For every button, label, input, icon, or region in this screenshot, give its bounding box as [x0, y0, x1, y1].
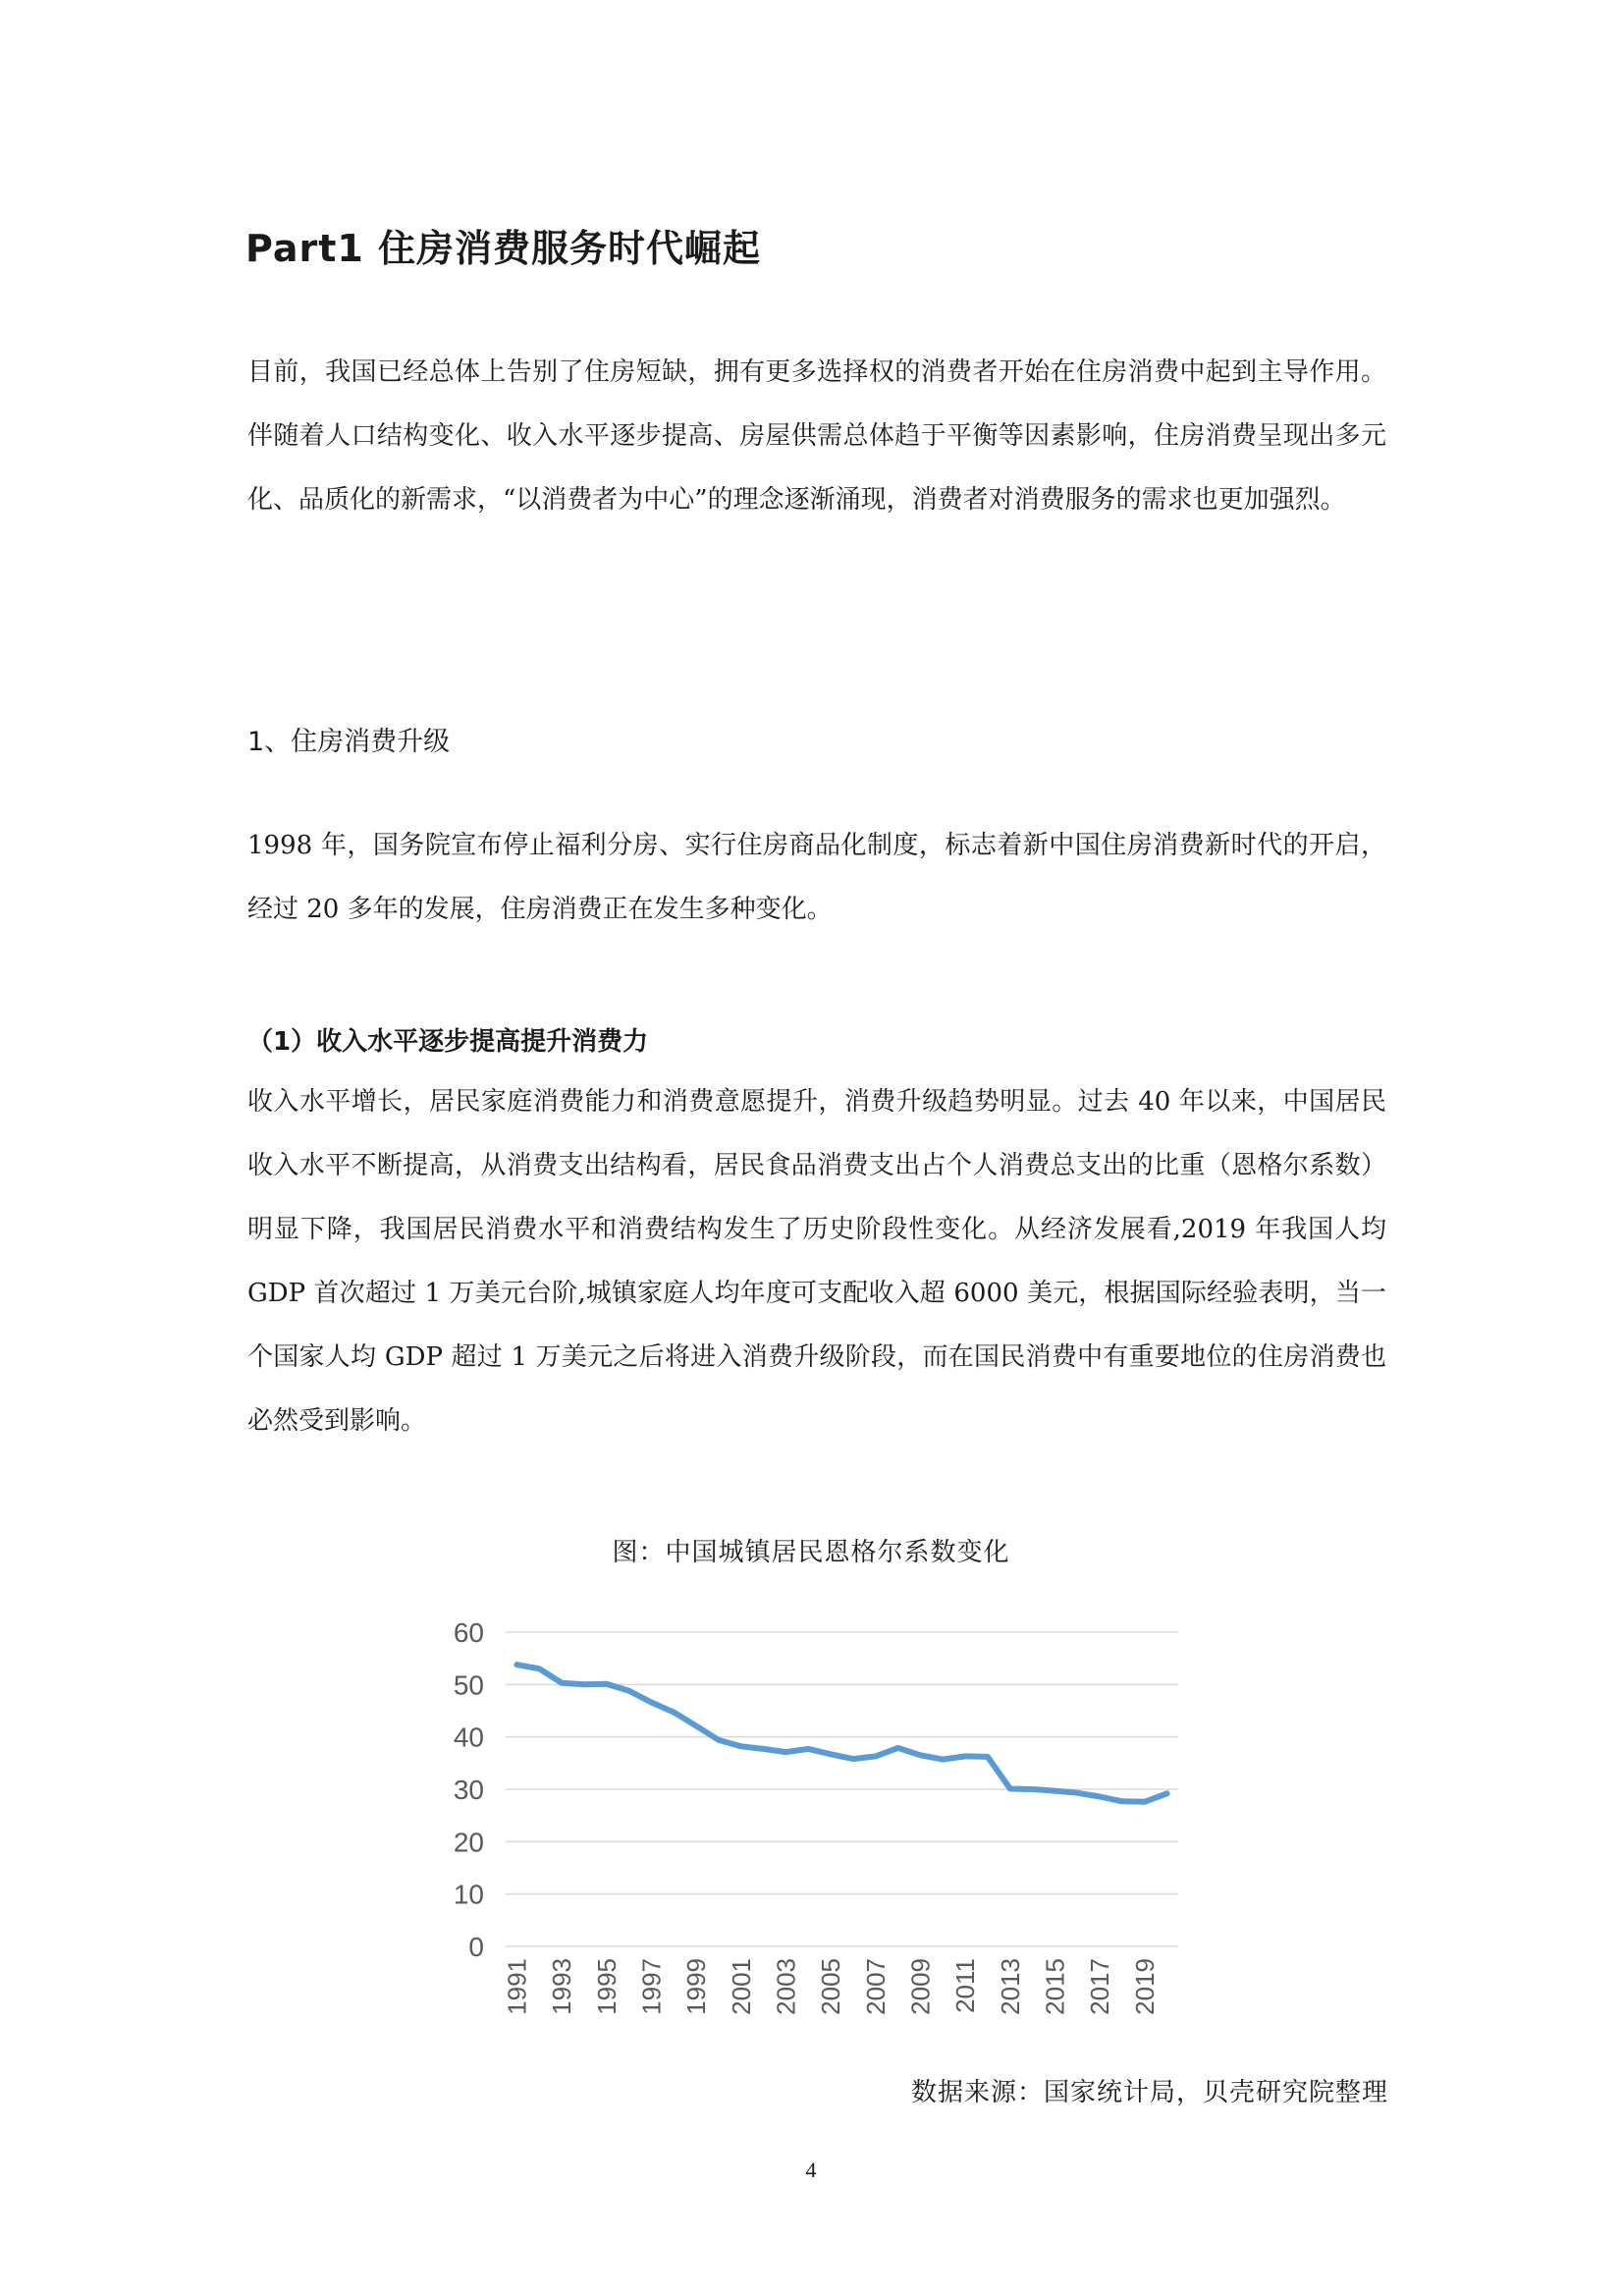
- y-tick-label: 10: [453, 1879, 484, 1910]
- x-tick-label: 2013: [995, 1958, 1025, 2015]
- x-tick-label: 2019: [1129, 1958, 1160, 2015]
- chart-gridlines: [506, 1632, 1178, 1946]
- y-tick-label: 40: [453, 1722, 484, 1753]
- subsection-heading: （1）收入水平逐步提高提升消费力: [247, 1027, 649, 1057]
- y-axis-ticks: [454, 1617, 484, 1962]
- x-tick-label: 1995: [591, 1958, 622, 2015]
- x-tick-label: 2003: [771, 1958, 801, 2015]
- x-tick-label: 1991: [502, 1958, 532, 2015]
- x-tick-label: 2001: [726, 1958, 756, 2015]
- intro-paragraph: 目前，我国已经总体上告别了住房短缺，拥有更多选择权的消费者开始在住房消费中起到主导作用。伴随着人口结构变化、收入水平逐步提高、房屋供需总体趋于平衡等因素影响，住房消费呈现出多元化、品质化的新需求，“以消费者为中心”的理念逐渐涌现，消费者对消费服务的需求也更加强烈。: [247, 357, 1386, 515]
- x-tick-label: 2009: [905, 1958, 936, 2015]
- subsection-paragraph: 收入水平增长，居民家庭消费能力和消费意愿提升，消费升级趋势明显。过去 40 年以来，中国居民收入水平不断提高，从消费支出结构看，居民食品消费支出占个人消费总支出的比重（恩格尔系数）明显下降，我国居民消费水平和消费结构发生了历史阶段性变化。从经济发展看,2019 年我国人均 GDP 首次超过 1 万美元台阶,城镇家庭人均年度可支配收入超 6000 美元，根据国际经验表明，当一个国家人均 GDP 超过 1 万美元之后将进入消费升级阶段，而在国民消费中有重要地位的住房消费也必然受到影响。: [247, 1087, 1386, 1436]
- y-tick-label: 20: [453, 1827, 484, 1858]
- x-tick-label: 1993: [547, 1958, 577, 2015]
- y-tick-label: 30: [453, 1775, 484, 1805]
- x-tick-label: 1999: [681, 1958, 712, 2015]
- page-number: 4: [805, 2158, 817, 2182]
- section-heading: 1、住房消费升级: [247, 727, 451, 757]
- x-tick-label: 2011: [950, 1958, 981, 2013]
- x-tick-label: 2005: [816, 1958, 846, 2015]
- figure-caption: 图：中国城镇居民恩格尔系数变化: [612, 1538, 1010, 1567]
- x-tick-label: 2017: [1085, 1958, 1115, 2015]
- x-tick-label: 1997: [636, 1958, 667, 2015]
- x-tick-label: 2015: [1040, 1958, 1070, 2015]
- y-tick-label: 60: [453, 1617, 484, 1648]
- section-paragraph: 1998 年，国务院宣布停止福利分房、实行住房商品化制度，标志着新中国住房消费新时代的开启，经过 20 多年的发展，住房消费正在发生多种变化。: [247, 831, 1386, 924]
- x-axis-ticks: [502, 1958, 1159, 2015]
- x-tick-label: 2007: [860, 1958, 891, 2015]
- engel-coefficient-chart: [422, 1591, 1208, 2052]
- data-source: 数据来源：国家统计局，贝壳研究院整理: [910, 2078, 1388, 2107]
- y-tick-label: 50: [453, 1669, 484, 1701]
- y-tick-label: 0: [468, 1932, 484, 1962]
- page-title: Part1 住房消费服务时代崛起: [245, 227, 762, 270]
